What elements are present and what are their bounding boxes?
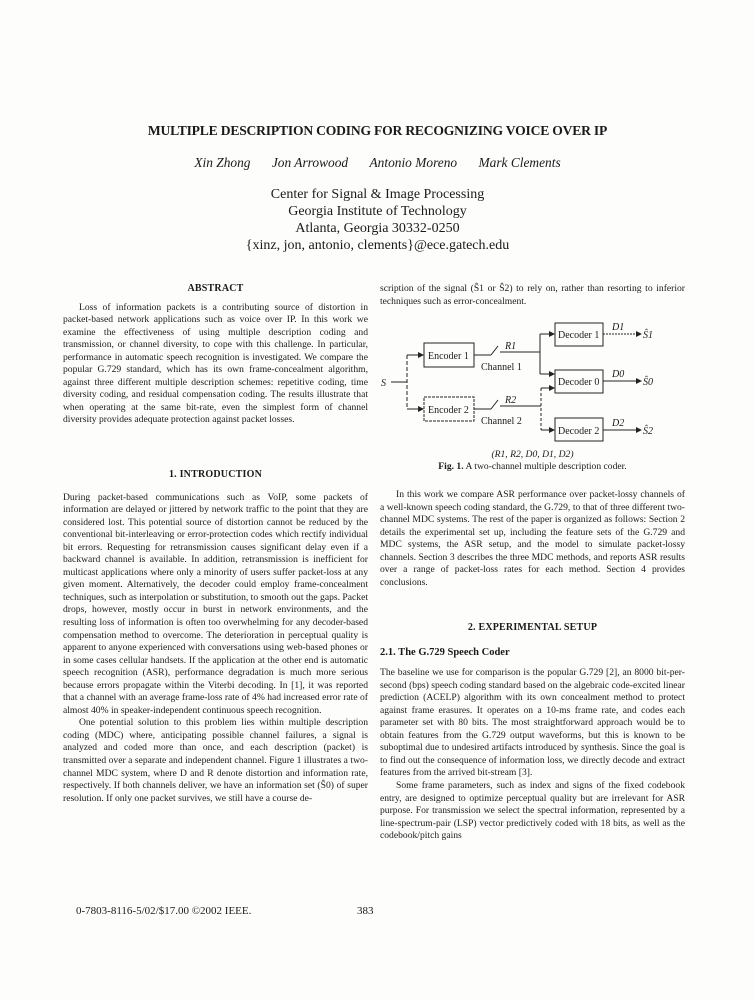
decoder-1-label: Decoder 1 [558,330,600,341]
caption-text: A two-channel multiple description coder. [465,461,627,472]
rate-distortion-tuple: (R1, R2, D0, D1, D2) [491,449,574,460]
g729-paragraph-2: Some frame parameters, such as index and signs of the fixed codebook entry, are designed to optimize perceptual quality but are irrelevant for ASR purpose. For transmission we select the spectral information, represented by a line-spectrum-pair (LSP) vector predictively coded with 18 bits, as well as the codebook/pitch gains [380,780,685,842]
author: Mark Clements [478,155,561,170]
output-2-label: Ŝ2 [643,426,653,437]
abstract-heading: ABSTRACT [187,283,244,294]
input-label: S [381,378,386,389]
introduction-heading: 1. INTRODUCTION [168,469,262,480]
author: Xin Zhong [194,155,251,170]
introduction-paragraph-2: One potential solution to this problem lies within multiple description coding (MDC) where, anticipating possible channel failures, a signal is analyzed and coded more than once, and each description (packet) is transmitted over a separate and independent channel. Figure 1 illustrates a two-channel MDC system, where D and R denote distortion and information rate, respectively. If both channels deliver, we have an information set (Ŝ0) of super resolution. If only one packet survives, we still have a course de- [63,717,368,804]
distortion-0-label: D0 [612,369,625,380]
author: Antonio Moreno [369,155,458,170]
page-number: 383 [357,905,374,917]
introduction-paragraph-1: During packet-based communications such as VoIP, some packets of information are delayed or jittered by network traffic to the point that they are considered lost. This potential source of distortion cannot be reduced by the conventional bit-interleaving or error-protection codes which rectify individual bit errors. Requesting for retransmission causes significant delay even if a backward channel is available. In addition, retransmission is inefficient for multicast applications where only a minority of users suffer packet-loss at any given moment. Alternatively, the decoder could employ frame-concealment techniques, such as interpolation or substitution, to smooth out the gaps. Packet drops, however, mostly occur in burst in network environments, and the resulting loss of information is often too overwhelming for any decoder-based compensation method to overcome. The deterioration in perceptual quality is apparent to anyone experienced with conversations using web-based phones or in some cases cellular handsets. If the application at the other end is automatic speech recognition (ASR), performance degradation is much more serious because errors propagate within the Viterbi decoding. In [1], it was reported that a channel with an average frame-loss rate of 4% had increased error rate of almost 40% in speaker-independent continuous speech recognition. [63,491,368,716]
introduction-paragraph-2-continued: scription of the signal (Ŝ1 or Ŝ2) to rely on, rather than resorting to inferior techniques such as error-concealment. [380,283,685,307]
introduction-paragraph-3-block [380,489,685,589]
experimental-setup-heading: 2. EXPERIMENTAL SETUP [467,622,598,633]
g729-subheading: 2.1. The G.729 Speech Coder [380,646,510,658]
introduction-paragraph-3: In this work we compare ASR performance over packet-lossy channels of a well-known speech coding standard, the G.729, to that of three different two-channel MDC systems. The rest of the paper is organized as follows: Section 2 details the experimental set up, including the feature sets of the G.729 and MDC systems, the ASR setup, and the model to simulate packet-lossy channels. Section 3 describes the three MDC methods, and reports ASR results over a range of packet-loss rates for each method. Section 4 provides conclusions. [380,489,685,588]
caption-label: Fig. 1. [438,461,464,472]
rate-2-label: R2 [505,395,517,406]
encoder-1-label: Encoder 1 [428,351,469,362]
distortion-1-label: D1 [612,322,625,333]
decoder-0-label: Decoder 0 [558,377,600,388]
encoder-2-label: Encoder 2 [428,405,469,416]
affiliation-block [0,186,755,254]
rate-1-label: R1 [505,341,517,352]
figure-1-caption [380,461,685,472]
affiliation-institute: Georgia Institute of Technology [288,204,467,219]
affiliation-center: Center for Signal & Image Processing [270,187,485,202]
output-0-label: Ŝ0 [643,377,653,388]
introduction-continued [380,283,685,308]
experimental-setup-section [380,622,685,843]
author: Jon Arrowood [271,155,349,170]
figure-1-diagram [375,315,705,455]
author-list [0,155,755,171]
introduction-section [63,469,368,805]
figure-1-tuple [380,449,685,460]
copyright-notice: 0-7803-8116-5/02/$17.00 ©2002 IEEE. [76,905,252,917]
affiliation-emails: {xinz, jon, antonio, clements}@ece.gatech.edu [245,238,510,253]
output-1-label: Ŝ1 [643,330,653,341]
decoder-2-label: Decoder 2 [558,426,600,437]
g729-paragraph-1: The baseline we use for comparison is the popular G.729 [2], an 8000 bit-per-second (bps) speech coding standard based on the algebraic code-excited linear prediction (ACELP) algorithm with its own concealment method to protect against frame erasures. It operates on a 10-ms frame rate, and codes each parameter set with 80 bits. The most straightforward approach would be to obtain features from the G.729 output waveforms, but this is known to be suboptimal due to undesired artifacts introduced by synthesis. Since the goal is to find out the consequence of information loss, we directly decode and extract features from the arrived bit-stream [3]. [380,667,685,779]
channel-2-label: Channel 2 [481,416,522,427]
distortion-2-label: D2 [612,418,625,429]
paper-title: MULTIPLE DESCRIPTION CODING FOR RECOGNIZING VOICE OVER IP [147,123,608,138]
abstract-section [63,283,368,427]
affiliation-address: Atlanta, Georgia 30332-0250 [295,221,460,236]
channel-1-label: Channel 1 [481,362,522,373]
abstract-text: Loss of information packets is a contributing source of distortion in packet-based network applications such as voice over IP. In this work we examine the effectiveness of using multiple description coding and transmission, or channel diversity, to cope with this challenge. In particular, performance in automatic speech recognition is investigated. We compare the popular G.729 standard, which has its own frame-concealment algorithm, against three different multiple description schemes: repetitive coding, time diversity coding, and residual compensation coding. The results illustrate that when operating at the same bit-rate, even the simplest form of channel diversity provides adequate protection against packet losses. [63,301,368,426]
